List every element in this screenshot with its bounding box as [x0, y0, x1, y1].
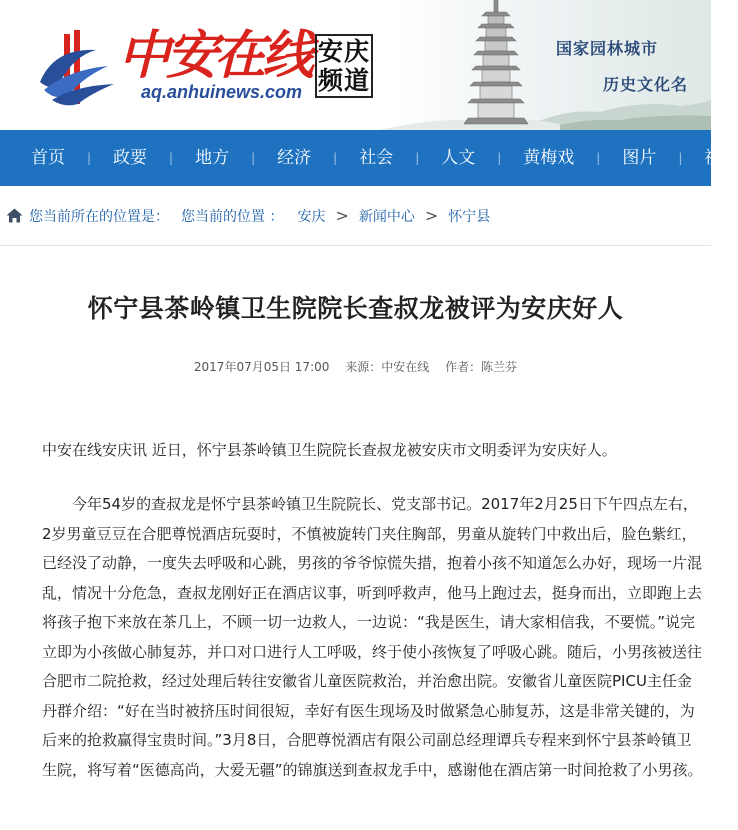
main-nav — [0, 130, 738, 186]
logo-title[interactable]: 中安在线 — [118, 25, 311, 86]
nav-item-society[interactable]: 社会 — [359, 148, 394, 168]
nav-item-local[interactable]: 地方 — [195, 148, 230, 168]
nav-item-photos[interactable]: 图片 — [622, 148, 657, 168]
breadcrumb-arrow: > — [335, 206, 349, 225]
article-author: 作者：陈兰芬 — [445, 360, 518, 374]
channel-label — [315, 34, 373, 98]
article-date: 2017年07月05日 17:00 — [193, 360, 330, 374]
nav-separator: | — [596, 151, 601, 165]
nav-separator: | — [497, 151, 502, 165]
breadcrumb-position-text: 您当前的位置 ： — [181, 208, 284, 225]
nav-item-home[interactable]: 首页 — [31, 148, 65, 168]
nav-separator: | — [87, 151, 92, 165]
breadcrumb-label: 您当前所在的位置是： — [29, 208, 169, 225]
nav-item-politics[interactable]: 政要 — [113, 148, 148, 168]
nav-separator: | — [333, 151, 338, 165]
logo-icon — [34, 26, 118, 110]
nav-separator: | — [678, 151, 683, 165]
home-icon — [6, 208, 23, 223]
breadcrumb-link-anqing[interactable]: 安庆 — [297, 208, 326, 225]
slogan-line2: 历史文化名 — [603, 75, 689, 94]
article-paragraph: 今年54岁的查叔龙是怀宁县茶岭镇卫生院院长、党支部书记。2017年2月25日下午四点左右， 2岁男童豆豆在合肥尊悦酒店玩耍时，不慎被旋转门夹住胸部，男童从旋转门中救出后，脸色紫红，已经没了动静，一度失去呼吸和心跳，男孩的爷爷惊慌失措，抱着小孩不知道怎么办好，现场一片混乱，情况十分危急，查叔龙刚好正在酒店议事，听到呼救声，他马上跑过去，挺身而出，立即跑上去将孩子抱下来放在茶几上，不顾一切一边救人，一边说：“我是医生，请大家相信我，不要慌。”说完立即为小孩做心肺复苏，并口对口进行人工呼吸，终于使小孩恢复了呼吸心跳。随后，小男孩被送往合肥市二院抢救，经过处理后转往安徽省儿童医院救治，并治愈出院。安徽省儿童医院PICU主任金丹群介绍：“好在当时被挤压时间很短，幸好有医生现场及时做紧急心肺复苏，这是非常关键的，为后来的抢救赢得宝贵时间。”3月8日，合肥尊悦酒店有限公司副总经理谭兵专程来到怀宁县茶岭镇卫生院，将写着“医德高尚，大爱无疆”的锦旗送到查叔龙手中，感谢他在酒店第一时间抢救了小男孩。 — [42, 495, 703, 779]
nav-separator: | — [251, 151, 256, 165]
nav-item-culture[interactable]: 人文 — [441, 148, 476, 168]
logo-url[interactable]: aq.anhuinews.com — [141, 82, 303, 102]
nav-item-economy[interactable]: 经济 — [277, 148, 312, 168]
nav-item-huangmei-opera[interactable]: 黄梅戏 — [523, 148, 575, 168]
channel-line1: 安庆 — [317, 37, 370, 66]
article-title: 怀宁县茶岭镇卫生院院长查叔龙被评为安庆好人 — [87, 294, 624, 323]
article-paragraph: 中安在线安庆讯 近日，怀宁县茶岭镇卫生院院长查叔龙被安庆市文明委评为安庆好人。 — [42, 441, 617, 459]
breadcrumb-arrow: > — [424, 206, 439, 225]
breadcrumb-link-news-center[interactable]: 新闻中心 — [358, 208, 415, 225]
nav-item-video[interactable]: 视频 — [704, 148, 738, 168]
breadcrumb-link-huaining[interactable]: 怀宁县 — [448, 208, 491, 225]
channel-line2: 频道 — [317, 66, 370, 95]
slogan-line1: 国家园林城市 — [556, 39, 659, 58]
nav-separator: | — [415, 151, 420, 165]
article-source: 来源：中安在线 — [345, 360, 430, 374]
breadcrumb — [0, 186, 711, 246]
article-meta — [0, 358, 711, 375]
nav-separator: | — [169, 151, 174, 165]
header-banner — [0, 0, 711, 130]
pagoda-icon — [458, 0, 534, 128]
